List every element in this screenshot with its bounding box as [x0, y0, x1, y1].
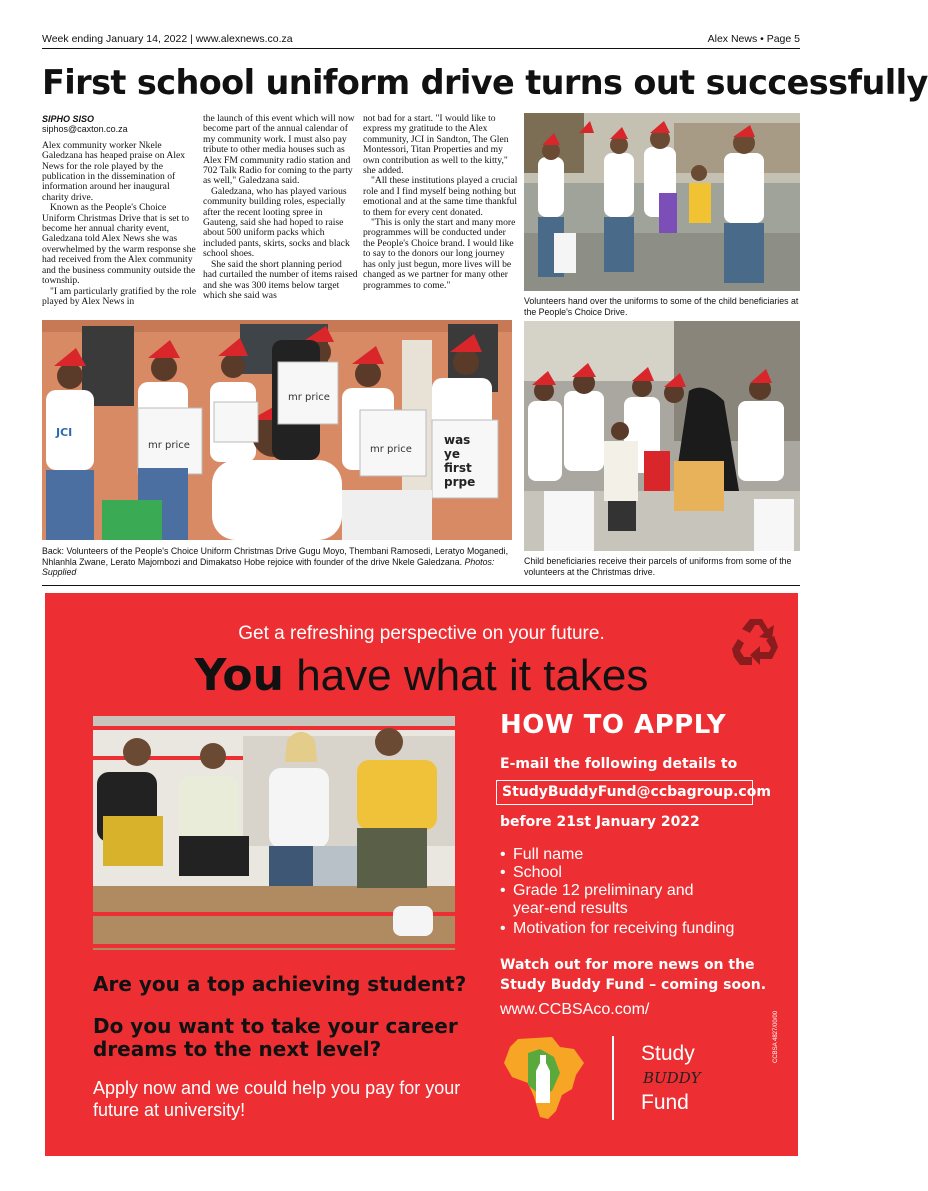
photo-credit: Photos: Supplied — [42, 556, 495, 577]
byline: SIPHO SISO — [42, 114, 95, 124]
list-item: • School — [500, 864, 780, 882]
logo-study: Study — [641, 1042, 695, 1065]
page-number: Alex News • Page 5 — [707, 33, 800, 45]
logo-fund: Fund — [641, 1091, 689, 1114]
bag-slogan: first — [444, 461, 472, 475]
bag-slogan: was — [444, 433, 471, 447]
article-column-2 — [203, 114, 358, 314]
ad-footer-text: Apply now and we could help you pay for your future at university! — [93, 1078, 461, 1120]
recycle-icon — [728, 613, 784, 669]
article-column-3 — [363, 114, 518, 314]
website-link[interactable]: www.CCBSAco.com/ — [500, 1001, 650, 1018]
email-instruction: E-mail the following details to — [500, 756, 738, 772]
page-header — [42, 33, 800, 47]
paragraph: Alex community worker Nkele Galedzana has heaped praise on Alex News for the role played by the publication in the dissemination of information around her inaugural charity drive. — [42, 139, 186, 203]
bag-slogan: ye — [444, 447, 460, 461]
africa-bottle-logo-icon — [500, 1033, 590, 1123]
paragraph: She said the short planning period had curtailed the number of items raised and she was 300 items below target which she said was — [203, 258, 358, 301]
paragraph: not bad for a start. "I would like to express my gratitude to the Alex community, JCI in Sandton, The Glen Montessori, Titan Properties and my own contribution as well to the kitty," she added. — [363, 113, 509, 177]
ad-title-rest: have what it takes — [283, 651, 649, 700]
paragraph: "All these institutions played a crucial role and I find myself being nothing but emotional and at the same time thankful to them for every cent donated. — [363, 175, 518, 218]
article-bottom-rule — [42, 585, 800, 586]
watch-out-notice: Watch out for more news on the Study Buddy Fund – coming soon. — [500, 957, 767, 993]
list-item: • Full name — [500, 846, 780, 864]
paragraph: "This is only the start and many more programmes will be conducted under the People's Choice brand. I would like to say to the donors our long journey has only just begun, more lives will be changed as we partner for many other programmes to come." — [363, 217, 516, 291]
application-requirements — [500, 846, 780, 938]
photo-volunteers-handover — [524, 113, 800, 291]
caption-bottom-right: Child beneficiaries receive their parcels of uniforms from some of the volunteers at the Christmas drive. — [524, 556, 792, 577]
caption-top-right: Volunteers hand over the uniforms to some of the child beneficiaries at the People's Choice Drive. — [524, 296, 799, 317]
ad-subtitle: Get a refreshing perspective on your future. — [238, 623, 605, 644]
bag-slogan: prpe — [444, 475, 476, 489]
issue-date-and-site: Week ending January 14, 2022 | www.alexnews.co.za — [42, 33, 293, 45]
how-to-apply-heading: HOW TO APPLY — [500, 710, 727, 740]
application-deadline: before 21st January 2022 — [500, 814, 700, 830]
list-item: • Grade 12 preliminary and year-end results — [500, 882, 710, 918]
paragraph: "I am particularly gratified by the role played by Alex News in — [42, 285, 197, 307]
ad-reference-code: CCBSA 4827/00/00 — [773, 1010, 779, 1063]
study-buddy-fund-advert — [45, 593, 798, 1156]
author-email[interactable]: siphos@caxton.co.za — [42, 124, 128, 135]
ad-title — [45, 641, 798, 711]
ad-students-photo — [93, 716, 455, 950]
bag-label: mr price — [288, 392, 330, 403]
article-column-1 — [42, 114, 197, 314]
logo-buddy: BUDDY — [643, 1069, 701, 1087]
photo-child-beneficiaries — [524, 321, 800, 551]
bag-label: mr price — [370, 444, 412, 455]
caption-main — [42, 546, 512, 578]
photo-volunteers-main — [42, 320, 512, 540]
paragraph: the launch of this event which will now become part of the annual calendar of my community work. I must also pay tribute to other media houses such as Alex FM community radio station and 702 Talk Radio for coming to the party as well," Galedzana said. — [203, 113, 355, 187]
jci-shirt-text: JCI — [56, 426, 73, 439]
ad-title-bold: You — [194, 650, 284, 701]
logo-divider — [612, 1036, 614, 1120]
question-career-dreams: Do you want to take your career dreams to the next level? — [93, 1014, 458, 1061]
article-headline: First school uniform drive turns out successfully — [42, 63, 928, 102]
paragraph: Known as the People's Choice Uniform Christmas Drive that is set to become her annual charity event, Galedzana told Alex News she was overwhelmed by the warm response she had received from the Alex community and the business community outside the township. — [42, 202, 196, 287]
paragraph: Galedzana, who has played various community building roles, especially after the recent looting spree in Gauteng, said she had hoped to raise about 500 uniform packs which included pants, skirts, socks and black school shoes. — [203, 185, 350, 260]
study-buddy-fund-logo — [641, 1040, 701, 1116]
caption-main-text: Back: Volunteers of the People's Choice Uniform Christmas Drive Gugu Moyo, Thembani Ramosedi, Leratyo Moganedi, Nhlanhla Zwane, Lerato Majombozi and Dimakatso Hobe rejoice with founder of the drive Nkele Galedzana. — [42, 546, 509, 567]
header-rule — [42, 48, 800, 49]
question-top-student: Are you a top achieving student? — [93, 972, 467, 996]
bag-label: mr price — [148, 440, 190, 451]
application-email-link[interactable]: StudyBuddyFund@ccbagroup.com — [496, 780, 753, 805]
list-item: • Motivation for receiving funding — [500, 920, 780, 938]
